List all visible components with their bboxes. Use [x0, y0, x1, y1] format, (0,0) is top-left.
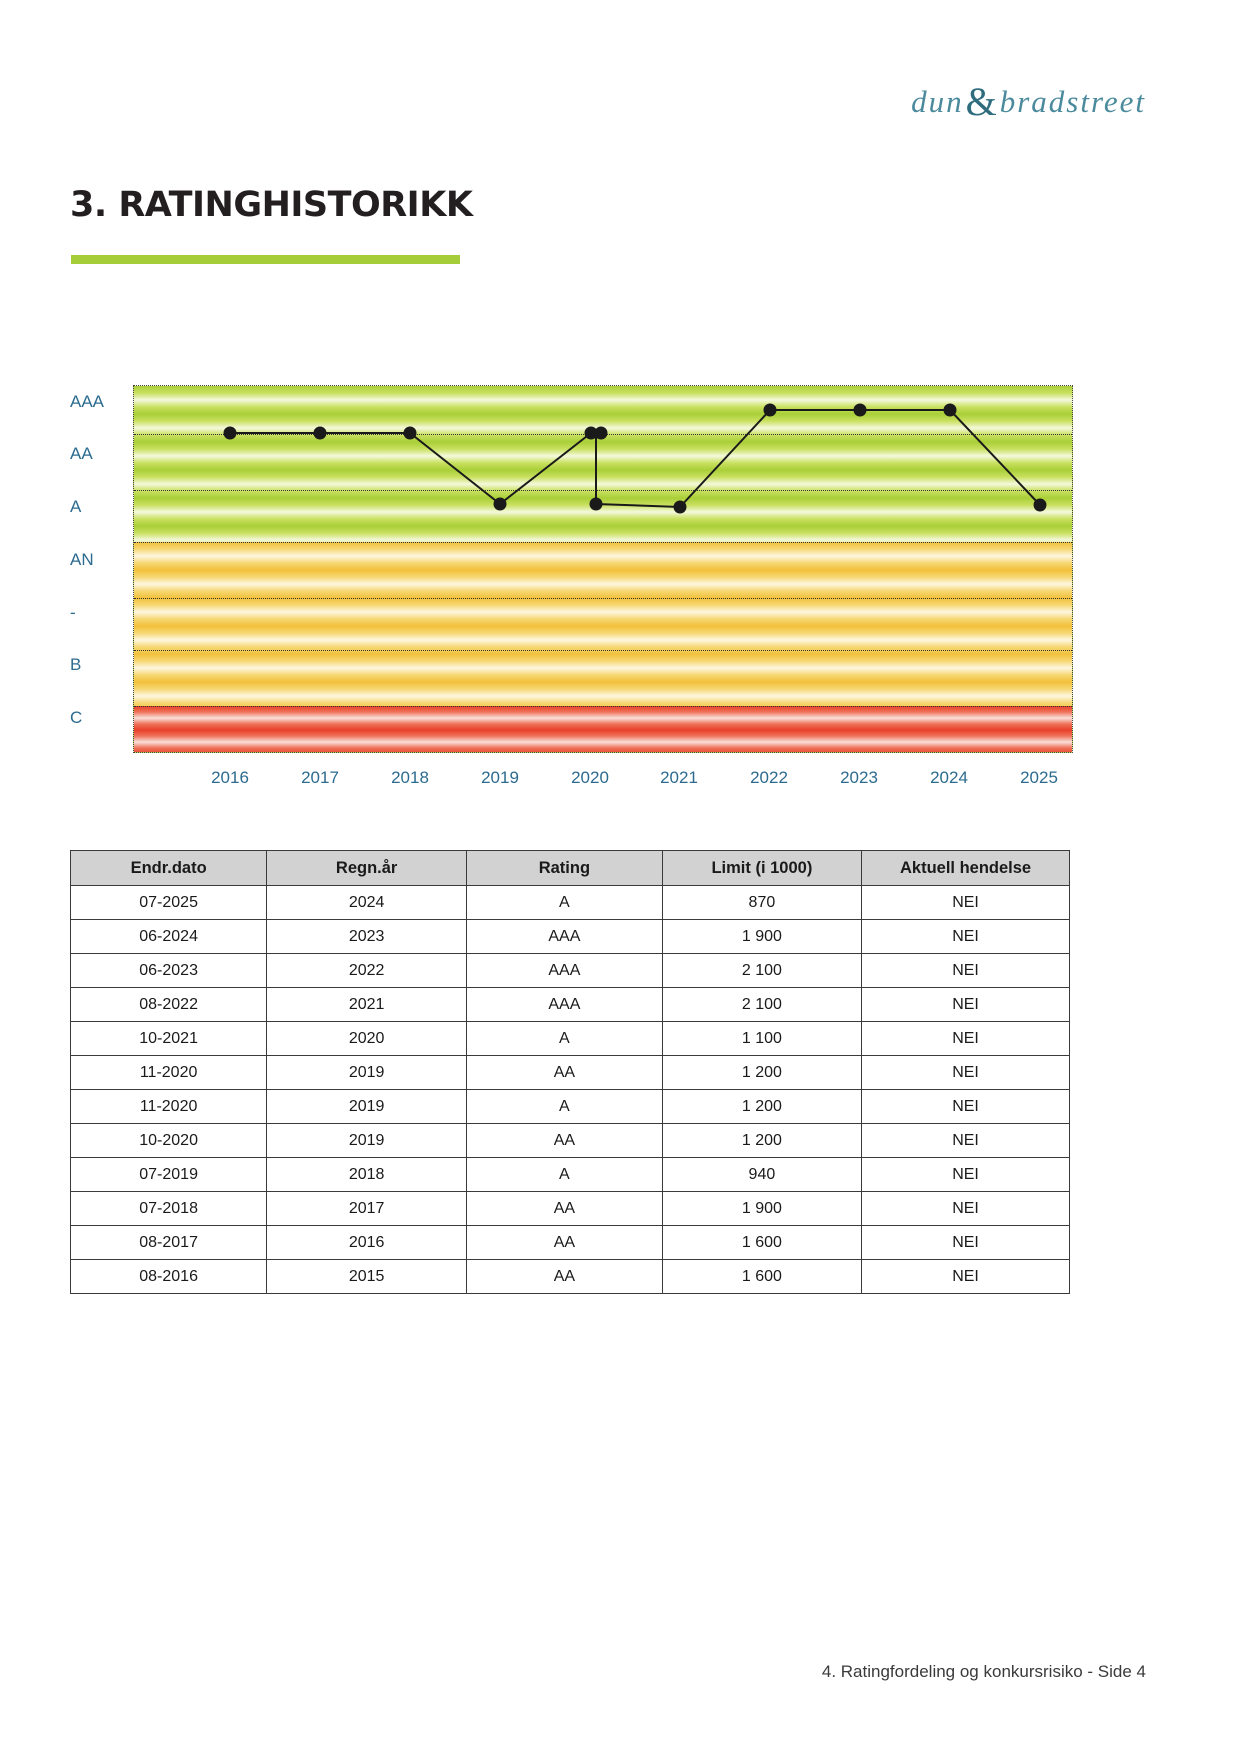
table-row — [71, 1226, 1070, 1260]
cell-limit: 1 200 — [662, 1090, 861, 1124]
cell-rating: AAA — [467, 988, 663, 1022]
table-row — [71, 1090, 1070, 1124]
rating-history-table-wrapper — [70, 850, 1070, 1294]
cell-aktuell-hendelse: NEI — [862, 920, 1070, 954]
cell-limit: 1 200 — [662, 1056, 861, 1090]
logo-word-bradstreet: bradstreet — [999, 83, 1146, 119]
chart-gridline — [134, 598, 1072, 599]
cell-regnar: 2021 — [267, 988, 467, 1022]
cell-regnar: 2024 — [267, 886, 467, 920]
chart-y-label-c: C — [70, 708, 83, 727]
chart-gridline — [134, 650, 1072, 651]
cell-endrdato: 06-2023 — [71, 954, 267, 988]
chart-x-label-2019: 2019 — [481, 768, 519, 787]
page-title: 3. RATINGHISTORIKK — [70, 185, 473, 225]
chart-gridline — [134, 434, 1072, 435]
cell-endrdato: 07-2025 — [71, 886, 267, 920]
table-row — [71, 1260, 1070, 1294]
table-row — [71, 954, 1070, 988]
cell-limit: 1 100 — [662, 1022, 861, 1056]
chart-band-red — [134, 706, 1072, 753]
chart-x-label-2025: 2025 — [1020, 768, 1058, 787]
cell-regnar: 2018 — [267, 1158, 467, 1192]
cell-limit: 1 900 — [662, 1192, 861, 1226]
table-row — [71, 1124, 1070, 1158]
cell-rating: A — [467, 1022, 663, 1056]
cell-rating: AAA — [467, 954, 663, 988]
cell-rating: A — [467, 1158, 663, 1192]
cell-aktuell-hendelse: NEI — [862, 886, 1070, 920]
chart-band-amber — [134, 542, 1072, 706]
cell-regnar: 2019 — [267, 1056, 467, 1090]
cell-endrdato: 11-2020 — [71, 1056, 267, 1090]
chart-y-label-aaa: AAA — [70, 392, 105, 411]
cell-rating: AA — [467, 1226, 663, 1260]
chart-x-label-2017: 2017 — [301, 768, 339, 787]
cell-regnar: 2017 — [267, 1192, 467, 1226]
table-header-regnar: Regn.år — [267, 851, 467, 886]
chart-y-label-b: B — [70, 655, 82, 674]
cell-limit: 1 900 — [662, 920, 861, 954]
chart-y-label-dash: - — [70, 603, 76, 622]
cell-limit: 1 600 — [662, 1260, 861, 1294]
cell-limit: 1 600 — [662, 1226, 861, 1260]
cell-endrdato: 06-2024 — [71, 920, 267, 954]
chart-y-label-a: A — [70, 497, 82, 516]
title-underline-rule — [71, 255, 460, 264]
chart-gridline — [134, 706, 1072, 707]
cell-limit: 2 100 — [662, 954, 861, 988]
cell-aktuell-hendelse: NEI — [862, 1158, 1070, 1192]
chart-plot-area — [133, 385, 1073, 753]
cell-aktuell-hendelse: NEI — [862, 1192, 1070, 1226]
cell-limit: 1 200 — [662, 1124, 861, 1158]
rating-history-table — [70, 850, 1070, 1294]
cell-limit: 2 100 — [662, 988, 861, 1022]
chart-x-label-2024: 2024 — [930, 768, 968, 787]
table-row — [71, 886, 1070, 920]
cell-limit: 940 — [662, 1158, 861, 1192]
cell-regnar: 2015 — [267, 1260, 467, 1294]
table-row — [71, 1192, 1070, 1226]
cell-endrdato: 10-2021 — [71, 1022, 267, 1056]
logo-ampersand-icon: & — [965, 79, 998, 124]
chart-x-label-2018: 2018 — [391, 768, 429, 787]
cell-aktuell-hendelse: NEI — [862, 954, 1070, 988]
chart-gridline — [134, 490, 1072, 491]
cell-aktuell-hendelse: NEI — [862, 1226, 1070, 1260]
footer-page-reference: 4. Ratingfordeling og konkursrisiko - Side 4 — [821, 1662, 1146, 1681]
cell-regnar: 2016 — [267, 1226, 467, 1260]
logo-word-dun: dun — [911, 83, 964, 119]
chart-x-label-2023: 2023 — [840, 768, 878, 787]
cell-regnar: 2020 — [267, 1022, 467, 1056]
cell-regnar: 2022 — [267, 954, 467, 988]
cell-aktuell-hendelse: NEI — [862, 1022, 1070, 1056]
cell-aktuell-hendelse: NEI — [862, 1260, 1070, 1294]
cell-rating: A — [467, 1090, 663, 1124]
chart-gridline — [134, 542, 1072, 543]
chart-x-label-2020: 2020 — [571, 768, 609, 787]
cell-regnar: 2019 — [267, 1090, 467, 1124]
table-header-row — [71, 851, 1070, 886]
cell-limit: 870 — [662, 886, 861, 920]
chart-y-label-an: AN — [70, 550, 94, 569]
cell-endrdato: 07-2019 — [71, 1158, 267, 1192]
chart-y-label-aa: AA — [70, 444, 93, 463]
cell-regnar: 2019 — [267, 1124, 467, 1158]
rating-history-chart — [70, 380, 1070, 800]
cell-rating: AA — [467, 1124, 663, 1158]
cell-endrdato: 10-2020 — [71, 1124, 267, 1158]
cell-endrdato: 07-2018 — [71, 1192, 267, 1226]
chart-band-green — [134, 386, 1072, 542]
table-header-aktuell-hendelse: Aktuell hendelse — [862, 851, 1070, 886]
table-header-rating: Rating — [467, 851, 663, 886]
chart-x-label-2022: 2022 — [750, 768, 788, 787]
cell-rating: AAA — [467, 920, 663, 954]
dun-bradstreet-logo — [911, 78, 1146, 125]
cell-aktuell-hendelse: NEI — [862, 1090, 1070, 1124]
cell-endrdato: 08-2017 — [71, 1226, 267, 1260]
table-header-limit: Limit (i 1000) — [662, 851, 861, 886]
table-row — [71, 1056, 1070, 1090]
table-row — [71, 1022, 1070, 1056]
table-row — [71, 988, 1070, 1022]
cell-rating: AA — [467, 1260, 663, 1294]
cell-rating: A — [467, 886, 663, 920]
cell-aktuell-hendelse: NEI — [862, 1124, 1070, 1158]
cell-aktuell-hendelse: NEI — [862, 1056, 1070, 1090]
cell-endrdato: 11-2020 — [71, 1090, 267, 1124]
cell-aktuell-hendelse: NEI — [862, 988, 1070, 1022]
cell-endrdato: 08-2016 — [71, 1260, 267, 1294]
table-header-endrdato: Endr.dato — [71, 851, 267, 886]
cell-endrdato: 08-2022 — [71, 988, 267, 1022]
chart-x-label-2021: 2021 — [660, 768, 698, 787]
cell-rating: AA — [467, 1192, 663, 1226]
table-row — [71, 920, 1070, 954]
cell-regnar: 2023 — [267, 920, 467, 954]
chart-x-label-2016: 2016 — [211, 768, 249, 787]
cell-rating: AA — [467, 1056, 663, 1090]
table-row — [71, 1158, 1070, 1192]
